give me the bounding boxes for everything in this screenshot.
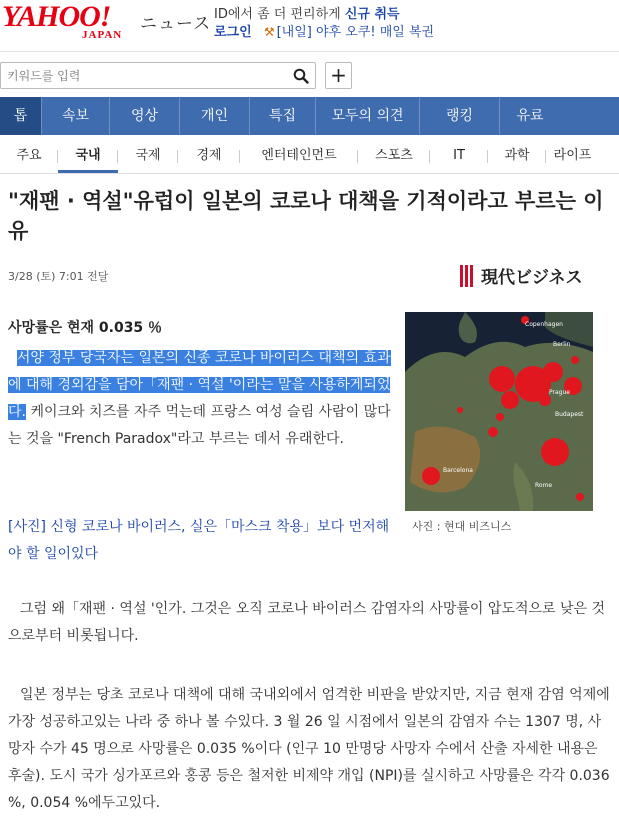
cat-science[interactable]: 과학 bbox=[488, 140, 546, 173]
cat-economy[interactable]: 경제 bbox=[178, 140, 240, 173]
category-nav bbox=[0, 140, 619, 174]
search-input[interactable] bbox=[1, 63, 281, 88]
nav-top[interactable]: 톱 bbox=[0, 97, 42, 135]
article-paragraph-1 bbox=[8, 345, 398, 453]
cat-life[interactable]: 라이프 bbox=[553, 148, 592, 163]
header-links bbox=[214, 21, 434, 40]
site-header bbox=[0, 0, 619, 52]
nav-feature[interactable]: 특집 bbox=[250, 97, 316, 135]
related-photo-link[interactable]: [사진] 신형 코로나 바이러스, 실은「마스크 착용」보다 먼저해야 할 일이있다 bbox=[8, 519, 390, 562]
cat-domestic[interactable]: 국내 bbox=[58, 140, 118, 173]
article-meta: 3/28 (토) 7:01 전달 bbox=[8, 270, 109, 283]
search-bar bbox=[0, 62, 619, 90]
map-label: Barcelona bbox=[443, 467, 473, 474]
logo-wordmark: YAHOO! bbox=[2, 0, 111, 33]
signup-link[interactable]: 신규 취득 bbox=[344, 7, 400, 22]
section-name[interactable]: ニュース bbox=[140, 14, 212, 34]
map-label: Budapest bbox=[555, 411, 584, 418]
nav-opinions[interactable]: 모두의 의견 bbox=[316, 97, 420, 135]
cat-international[interactable]: 국제 bbox=[118, 140, 178, 173]
yahoo-logo[interactable] bbox=[2, 0, 123, 41]
brand-name: 現代ビジネス bbox=[481, 268, 583, 288]
primary-nav bbox=[0, 97, 619, 135]
cat-entertainment[interactable]: 엔터테인먼트 bbox=[240, 140, 358, 173]
nav-paid[interactable]: 유료 bbox=[516, 108, 544, 124]
article-title: "재팬 · 역설"유럽이 일본의 코로나 대책을 기적이라고 부르는 이유 bbox=[8, 189, 604, 243]
cat-it[interactable]: IT bbox=[430, 140, 488, 173]
gavel-icon: ⚒ bbox=[263, 25, 275, 39]
search-button[interactable] bbox=[287, 63, 315, 88]
cat-main[interactable]: 주요 bbox=[0, 140, 58, 173]
logo-sub: JAPAN bbox=[82, 29, 123, 41]
photo-caption: 사진 : 현대 비즈니스 bbox=[412, 520, 512, 533]
id-promo-text: ID에서 좀 더 편리하게 bbox=[214, 7, 341, 22]
nav-video[interactable]: 영상 bbox=[110, 97, 180, 135]
paragraph-1-rest: 케이크와 치즈를 자주 먹는데 프랑스 여성 슬림 사람이 많다는 것을 "French Paradox"라고 부르는 데서 유래한다. bbox=[8, 404, 391, 447]
cat-sports[interactable]: 스포츠 bbox=[358, 140, 430, 173]
map-label: Rome bbox=[535, 482, 553, 489]
id-promo[interactable] bbox=[214, 3, 400, 22]
map-label: Copenhagen bbox=[525, 321, 563, 328]
brand-logo-icon bbox=[460, 265, 473, 287]
article-paragraph-3: 일본 정부는 당초 코로나 대책에 대해 국내외에서 엄격한 비판을 받았지만, 지금 현재 감염 억제에 가장 성공하고있는 나라 중 하나 볼 수있다. 3 월 26 일 시점에서 일본의 감염자 수는 1307 명, 사망자 수가 45 명으로 사망률은 0.035 %이다 (인구 10 만명당 사망자 수에서 산출 자세한 내용은 후술). 도시 국가 싱가포르와 홍콩 등은 철저한 비제약 개입 (NPI)를 실시하고 사망률은 각각 0.036 %, 0.054 %에두고있다. bbox=[8, 687, 610, 811]
search-box bbox=[0, 62, 316, 89]
europe-map-image bbox=[405, 312, 593, 511]
login-link[interactable]: 로그인 bbox=[214, 25, 252, 40]
source-brand[interactable] bbox=[460, 263, 583, 288]
auction-ad-link[interactable]: [내일] 야후 오쿠! 매일 복권 bbox=[276, 25, 435, 40]
map-label: Berlin bbox=[553, 341, 571, 348]
article-paragraph-2: 그럼 왜「재팬 · 역설 '인가. 그것은 오직 코로나 바이러스 감염자의 사망률이 압도적으로 낮은 것으로부터 비롯됩니다. bbox=[8, 601, 605, 644]
nav-personal[interactable]: 개인 bbox=[180, 97, 250, 135]
nav-breaking[interactable]: 속보 bbox=[42, 97, 110, 135]
map-label: Prague bbox=[549, 389, 570, 396]
article-photo[interactable] bbox=[405, 312, 593, 511]
nav-ranking[interactable]: 랭킹 bbox=[420, 97, 500, 135]
selected-text: 서양 정부 당국자는 일본의 신종 코로나 바이러스 대책의 효과에 대해 경외감을 담아「재팬 · 역설 '이라는 말을 사용하게되었다. bbox=[8, 350, 391, 420]
add-button[interactable]: + bbox=[325, 62, 352, 89]
article-subhead: 사망률은 현재 0.035 ％ bbox=[8, 320, 163, 336]
search-icon bbox=[293, 68, 309, 84]
